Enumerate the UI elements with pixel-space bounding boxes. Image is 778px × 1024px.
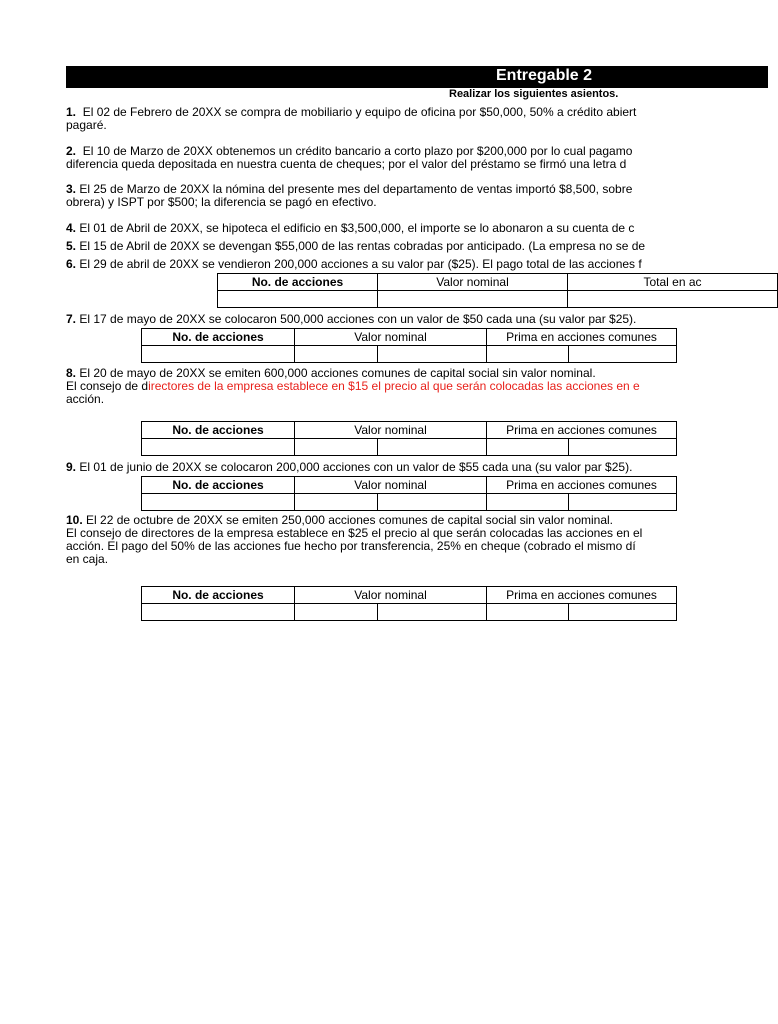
- table-cell[interactable]: [569, 346, 677, 363]
- item-text: diferencia queda depositada en nuestra cuenta de cheques; por el valor del préstamo se firmó una letra d: [66, 157, 627, 171]
- table-cell[interactable]: [487, 346, 569, 363]
- item-text: El 15 de Abril de 20XX se devengan $55,000 de las rentas cobradas por anticipado. (La empresa no se de: [79, 239, 646, 253]
- table-row: [142, 439, 677, 456]
- table-row: [142, 604, 677, 621]
- item-text: El 25 de Marzo de 20XX la nómina del presente mes del departamento de ventas importó $8,500, sobre: [79, 182, 633, 196]
- item-number: 7.: [66, 312, 77, 326]
- table-header-cell: No. de acciones: [142, 422, 295, 439]
- table-header-row: [142, 587, 677, 604]
- item-number: 4.: [66, 221, 77, 235]
- item-text-highlight: irectores de la empresa establece en $15 el precio al que serán colocadas las acciones en e: [148, 379, 640, 393]
- table-cell[interactable]: [487, 439, 569, 456]
- page-title: Entregable 2: [496, 67, 593, 84]
- table-cell[interactable]: [142, 439, 295, 456]
- table-header-cell: Prima en acciones comunes: [487, 587, 677, 604]
- table-cell[interactable]: [295, 604, 378, 621]
- table-header-row: [142, 477, 677, 494]
- item-text: El 20 de mayo de 20XX se emiten 600,000 acciones comunes de capital social sin valor nominal.: [79, 366, 596, 380]
- item-text: El 10 de Marzo de 20XX obtenemos un crédito bancario a corto plazo por $200,000 por lo cual pagamo: [82, 144, 633, 158]
- table-cell[interactable]: [142, 346, 295, 363]
- table-cell[interactable]: [569, 494, 677, 511]
- table-cell[interactable]: [218, 291, 378, 308]
- item-3: [66, 183, 768, 209]
- item-9: [66, 461, 676, 474]
- item-6: [66, 258, 768, 271]
- table-cell[interactable]: [568, 291, 778, 308]
- item-number: 8.: [66, 366, 77, 380]
- table-cell[interactable]: [295, 494, 378, 511]
- table-10-wrapper: [141, 586, 677, 626]
- table-cell[interactable]: [142, 604, 295, 621]
- table-7-wrapper: [141, 328, 677, 368]
- item-7: [66, 313, 676, 326]
- table-header-cell: No. de acciones: [142, 587, 295, 604]
- item-text: El 17 de mayo de 20XX se colocaron 500,000 acciones con un valor de $50 cada una (su valor par $25).: [79, 312, 637, 326]
- table-8: [141, 421, 677, 456]
- item-number: 5.: [66, 239, 77, 253]
- table-header-cell: Total en ac: [568, 274, 778, 291]
- item-number: 3.: [66, 182, 77, 196]
- item-4: [66, 222, 768, 235]
- table-7: [141, 328, 677, 363]
- item-text: El 29 de abril de 20XX se vendieron 200,000 acciones a su valor par ($25). El pago total de las acciones f: [79, 257, 642, 271]
- item-number: 9.: [66, 460, 77, 474]
- item-text: pagaré.: [66, 118, 107, 132]
- table-header-cell: Valor nominal: [295, 329, 487, 346]
- table-header-cell: Prima en acciones comunes: [487, 329, 677, 346]
- item-text: El 02 de Febrero de 20XX se compra de mobiliario y equipo de oficina por $50,000, 50% a crédito abiert: [82, 105, 637, 119]
- item-text: obrera) y ISPT por $500; la diferencia se pagó en efectivo.: [66, 195, 377, 209]
- table-header-cell: No. de acciones: [142, 477, 295, 494]
- title-bar: [66, 66, 768, 88]
- table-cell[interactable]: [378, 604, 487, 621]
- item-text: en caja.: [66, 552, 109, 566]
- table-header-cell: Prima en acciones comunes: [487, 477, 677, 494]
- table-cell[interactable]: [487, 494, 569, 511]
- item-text: acción. El pago del 50% de las acciones fue hecho por transferencia, 25% en cheque (cobrado el mismo dí: [66, 539, 636, 553]
- item-number: 1.: [66, 105, 77, 119]
- item-text: El consejo de directores de la empresa establece en $25 el precio al que serán colocadas las acciones en el: [66, 526, 643, 540]
- table-header-row: [142, 422, 677, 439]
- table-row: [142, 494, 677, 511]
- item-text: El 01 de Abril de 20XX, se hipoteca el edificio en $3,500,000, el importe se lo abonaron a su cuenta de c: [79, 221, 635, 235]
- table-header-cell: Valor nominal: [295, 422, 487, 439]
- table-header-cell: No. de acciones: [218, 274, 378, 291]
- table-cell[interactable]: [295, 439, 378, 456]
- item-text: El 01 de junio de 20XX se colocaron 200,000 acciones con un valor de $55 cada una (su valor par $25).: [79, 460, 633, 474]
- table-cell[interactable]: [378, 439, 487, 456]
- table-row: [142, 346, 677, 363]
- item-10: [66, 514, 676, 566]
- table-header-row: [142, 329, 677, 346]
- item-number: 2.: [66, 144, 77, 158]
- table-cell[interactable]: [378, 494, 487, 511]
- item-1: [66, 106, 768, 132]
- item-text: acción.: [66, 392, 105, 406]
- table-6-wrapper: [217, 273, 702, 313]
- table-cell[interactable]: [295, 346, 378, 363]
- table-cell[interactable]: [378, 291, 568, 308]
- table-cell[interactable]: [142, 494, 295, 511]
- table-9-wrapper: [141, 476, 677, 516]
- table-cell[interactable]: [487, 604, 569, 621]
- table-cell[interactable]: [378, 346, 487, 363]
- table-header-cell: Prima en acciones comunes: [487, 422, 677, 439]
- item-number: 6.: [66, 257, 77, 271]
- table-6: [217, 273, 778, 308]
- item-number: 10.: [66, 513, 83, 527]
- table-10: [141, 586, 677, 621]
- table-header-cell: Valor nominal: [295, 477, 487, 494]
- table-header-row: [218, 274, 778, 291]
- item-text: El 22 de octubre de 20XX se emiten 250,000 acciones comunes de capital social sin valor nominal.: [86, 513, 614, 527]
- table-header-cell: Valor nominal: [295, 587, 487, 604]
- item-5: [66, 240, 768, 253]
- table-cell[interactable]: [569, 439, 677, 456]
- table-8-wrapper: [141, 421, 677, 461]
- item-8: [66, 367, 676, 406]
- table-cell[interactable]: [569, 604, 677, 621]
- table-row: [218, 291, 778, 308]
- table-header-cell: No. de acciones: [142, 329, 295, 346]
- page-subtitle: Realizar los siguientes asientos.: [449, 88, 619, 100]
- item-2: [66, 145, 768, 171]
- table-header-cell: Valor nominal: [378, 274, 568, 291]
- item-text: El consejo de d: [66, 379, 149, 393]
- table-9: [141, 476, 677, 511]
